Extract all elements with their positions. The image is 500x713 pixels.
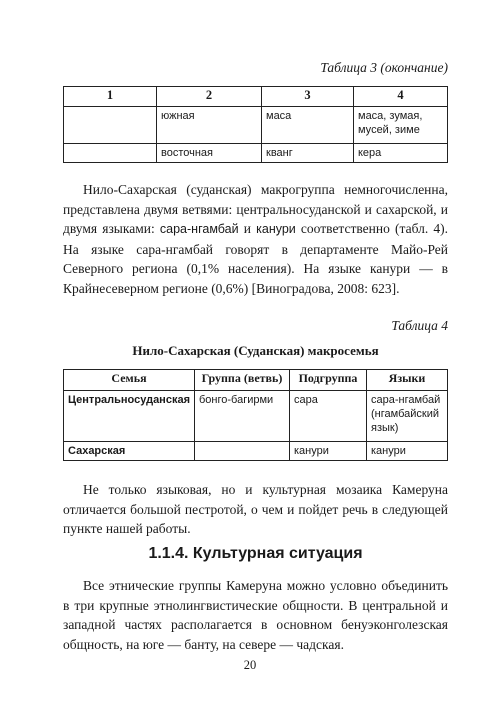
- table4-cell: [195, 442, 290, 461]
- table3-header-cell: 4: [354, 87, 448, 107]
- paragraph-text: Нило-Сахарская (суданская) макрогруппа немногочисленна, представлена двумя ветвями: центральносуданской и сахарской, и двумя языками:: [63, 182, 448, 236]
- table4-cell: канури: [367, 442, 448, 461]
- table4-header-cell: Языки: [367, 370, 448, 391]
- table3-cell: [64, 107, 157, 144]
- table4-cell: сара-нгамбай (нгамбайский язык): [367, 391, 448, 442]
- table-row: [64, 391, 448, 442]
- table3-cell: маса, зумая, мусей, зиме: [354, 107, 448, 144]
- table3-cell: [64, 144, 157, 163]
- table4-header-cell: Семья: [64, 370, 195, 391]
- table-row: [64, 107, 448, 144]
- table3: [63, 86, 448, 163]
- table4-header-cell: Группа (ветвь): [195, 370, 290, 391]
- table4-caption: Таблица 4: [391, 318, 448, 333]
- paragraph-text: соответственно (табл. 4). На языке сара-нгамбай говорят в департаменте Майо-Рей Северного региона (0,1% населения). На языке канури — в Крайнесеверном регионе (0,6%) [Виноградова, 2008: 623].: [63, 221, 449, 296]
- table4-cell: Центральносуданская: [64, 391, 195, 442]
- paragraph-text: и: [238, 221, 257, 236]
- table3-cell: кванг: [262, 144, 354, 163]
- table-row: [64, 144, 448, 163]
- table4-cell: канури: [290, 442, 367, 461]
- table4-cell: бонго-багирми: [195, 391, 290, 442]
- paragraph-body: Все этнические группы Камеруна можно условно объединить в три крупные этнолингвистические общности. В центральной и западной частях располагается в основном бенуэконголезская общность, на юге — банту, на севере — чадская.: [63, 578, 448, 652]
- table3-header-cell: 2: [157, 87, 262, 107]
- language-term: сара-нгамбай: [159, 222, 239, 236]
- table4-title: Нило-Сахарская (Суданская) макросемья: [132, 343, 379, 358]
- language-term: канури: [256, 222, 296, 236]
- table3-cell: южная: [157, 107, 262, 144]
- section-heading: 1.1.4. Культурная ситуация: [148, 545, 363, 562]
- table4: [63, 369, 448, 461]
- table4-header-row: [64, 370, 448, 391]
- table3-cell: кера: [354, 144, 448, 163]
- table3-caption: Таблица 3 (окончание): [320, 60, 448, 75]
- table-row: [64, 442, 448, 461]
- table4-cell: сара: [290, 391, 367, 442]
- table4-cell: Сахарская: [64, 442, 195, 461]
- paragraph-body: [63, 180, 448, 298]
- table3-cell: восточная: [157, 144, 262, 163]
- table3-header-row: [64, 87, 448, 107]
- page-number: 20: [243, 658, 257, 672]
- paragraph-body: Не только языковая, но и культурная мозаика Камеруна отличается большой пестротой, о чем и пойдет речь в следующей пункте нашей работы.: [63, 482, 448, 536]
- table4-header-cell: Подгруппа: [290, 370, 367, 391]
- table3-header-cell: 3: [262, 87, 354, 107]
- table3-header-cell: 1: [64, 87, 157, 107]
- table3-cell: маса: [262, 107, 354, 144]
